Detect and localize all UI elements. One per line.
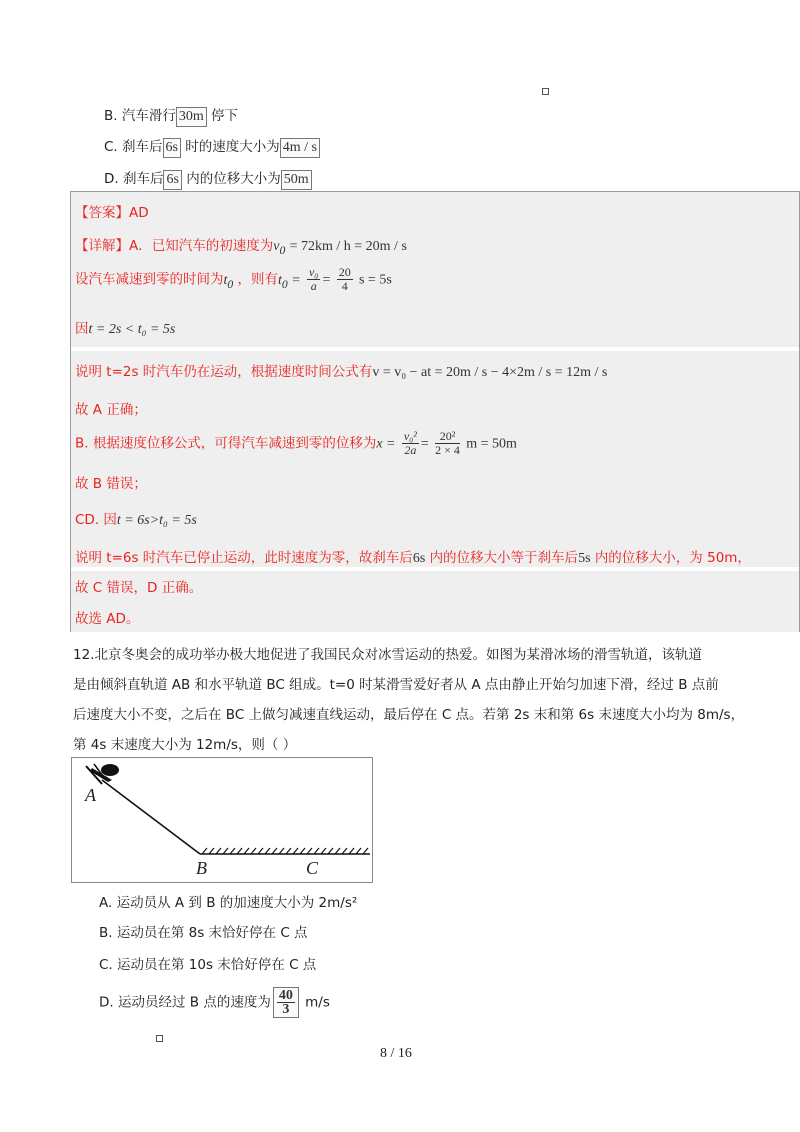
t0-symbol: $t_0$ =	[278, 272, 301, 291]
detail-text: 因	[75, 321, 89, 337]
option-text: C. 刹车后	[104, 139, 163, 155]
option-b: B. 运动员在第 8s 末恰好停在 C 点	[99, 925, 308, 941]
answer-explanation-box	[70, 191, 800, 632]
numerator: v₀²	[403, 429, 417, 443]
formula-box: 30m	[176, 107, 207, 127]
incline-track	[102, 780, 200, 854]
label-c: C	[306, 858, 319, 878]
fraction-box	[273, 987, 299, 1018]
formula-box: 6s	[163, 138, 181, 158]
hatch-line	[272, 848, 277, 854]
denominator: a	[310, 279, 317, 293]
hatch-line	[216, 848, 221, 854]
t0-symbol: $t_0$	[223, 272, 234, 291]
option-text: B. 汽车滑行	[104, 108, 176, 124]
detail-line-1	[75, 234, 407, 257]
hatch-line	[230, 848, 235, 854]
fraction	[337, 266, 353, 293]
hatch-line	[356, 848, 361, 854]
hatch-line	[335, 848, 340, 854]
hatch-line	[300, 848, 305, 854]
detail-text: CD. 因	[75, 512, 117, 528]
detail-line-11: 故选 AD。	[75, 611, 140, 627]
hatch-line	[363, 848, 368, 854]
paragraph-mark	[156, 1035, 163, 1042]
hatch-line	[237, 848, 242, 854]
option-c-prev	[104, 135, 320, 158]
formula: s = 5s	[358, 272, 392, 288]
hatch-line	[328, 848, 333, 854]
detail-text: 说明 t=6s 时汽车已停止运动，此时速度为零，故刹车后	[75, 550, 413, 566]
denominator: 3	[282, 1002, 290, 1017]
fraction	[307, 266, 321, 293]
numerator: 20	[338, 265, 351, 279]
option-text: 时的速度大小为	[185, 139, 280, 155]
hatch-line	[279, 848, 284, 854]
question-12-line-2: 是由倾斜直轨道 AB 和水平轨道 BC 组成。t=0 时某滑雪爱好者从 A 点由静止开始匀加速下滑，经过 B 点前	[73, 677, 719, 693]
numerator: 20²	[435, 430, 460, 444]
hatch-line	[307, 848, 312, 854]
detail-line-8	[75, 508, 197, 529]
hatch-line	[202, 848, 207, 854]
detail-line-5: 故 A 正确；	[75, 402, 147, 418]
question-12-line-3: 后速度大小不变，之后在 BC 上做匀减速直线运动，最后停在 C 点。若第 2s 末和第 6s 末速度大小均为 8m/s，	[73, 707, 745, 723]
option-d-prev	[104, 167, 312, 190]
detail-line-7: 故 B 错误；	[75, 476, 147, 492]
formula-box: 6s	[163, 170, 181, 190]
formula-box: 4m / s	[280, 138, 320, 158]
detail-line-3	[75, 317, 175, 338]
ski-track-diagram	[72, 758, 372, 882]
hatch-line	[265, 848, 270, 854]
option-text: 内的位移大小为	[186, 171, 281, 187]
question-12-line-4: 第 4s 末速度大小为 12m/s，则（ ）	[73, 737, 297, 753]
label-b: B	[196, 858, 207, 878]
hatch-line	[314, 848, 319, 854]
label-a: A	[85, 785, 96, 805]
formula: 6s	[412, 551, 426, 566]
option-text: D. 刹车后	[104, 171, 164, 187]
hatch-line	[342, 848, 347, 854]
ground-hatching	[202, 848, 368, 854]
hatch-line	[349, 848, 354, 854]
hatch-line	[251, 848, 256, 854]
detail-text: ，则有	[237, 271, 279, 288]
numerator: 40	[278, 988, 293, 1003]
option-d	[99, 987, 330, 1018]
page-number: 8 / 16	[380, 1046, 412, 1061]
hatch-line	[223, 848, 228, 854]
ski-track-figure	[71, 757, 373, 883]
option-c: C. 运动员在第 10s 末恰好停在 C 点	[99, 957, 317, 973]
option-text: m/s	[305, 994, 330, 1011]
formula: t = 6s>t₀ = 5s	[116, 513, 197, 528]
v0-symbol: $v_0$	[273, 239, 286, 257]
fraction	[435, 430, 460, 457]
hatch-line	[293, 848, 298, 854]
detail-line-4	[75, 360, 607, 381]
shaded-band	[71, 351, 799, 567]
hatch-line	[244, 848, 249, 854]
option-a: A. 运动员从 A 到 B 的加速度大小为 2m/s²	[99, 895, 358, 911]
detail-text: 内的位移大小，为 50m，	[594, 550, 751, 566]
hatch-line	[258, 848, 263, 854]
formula: m = 50m	[466, 436, 517, 452]
answer-label: 【答案】AD	[75, 205, 149, 221]
option-b-prev	[104, 104, 238, 127]
detail-text: 说明 t=2s 时汽车仍在运动，根据速度时间公式有	[75, 364, 373, 380]
paragraph-mark	[542, 88, 549, 95]
detail-line-10: 故 C 错误，D 正确。	[75, 580, 203, 596]
denominator: 2a	[404, 443, 417, 457]
hatch-line	[321, 848, 326, 854]
formula: 5s	[578, 551, 591, 566]
detail-line-9	[75, 546, 751, 567]
option-text: 停下	[211, 108, 239, 124]
detail-text: 【详解】A．已知汽车的初速度为	[75, 238, 274, 254]
formula-box: 50m	[281, 170, 312, 190]
numerator: v₀	[308, 265, 319, 279]
question-12-line-1: 12.北京冬奥会的成功举办极大地促进了我国民众对冰雪运动的热爱。如图为某滑冰场的滑雪轨道，该轨道	[73, 647, 702, 663]
hatch-line	[209, 848, 214, 854]
detail-text: 设汽车减速到零的时间为	[75, 271, 224, 288]
fraction	[402, 430, 419, 457]
hatch-line	[286, 848, 291, 854]
denominator: 4	[341, 279, 348, 293]
denominator: 2 × 4	[435, 443, 460, 457]
detail-line-2: 设汽车减速到零的时间为$t_0$ ，则有$t_0$ = $\frac{\text{v₀}}{a}$ = $\frac{20}{4}$ s = 5s	[75, 265, 392, 293]
option-text: D. 运动员经过 B 点的速度为	[99, 994, 271, 1011]
detail-text: B. 根据速度位移公式，可得汽车减速到零的位移为	[75, 435, 377, 452]
detail-text: 内的位移大小等于刹车后	[429, 550, 579, 566]
formula: = 72km / h = 20m / s	[289, 239, 407, 254]
formula: v = v₀ − at = 20m / s − 4×2m / s = 12m / s	[372, 365, 608, 380]
detail-line-6: B. 根据速度位移公式，可得汽车减速到零的位移为x = $\frac{\text{v₀²}}{2a}$ = $\frac{\text{20²}}{2 \times 4}$ m = 50m	[75, 429, 517, 457]
formula: t = 2s < t₀ = 5s	[88, 322, 176, 337]
